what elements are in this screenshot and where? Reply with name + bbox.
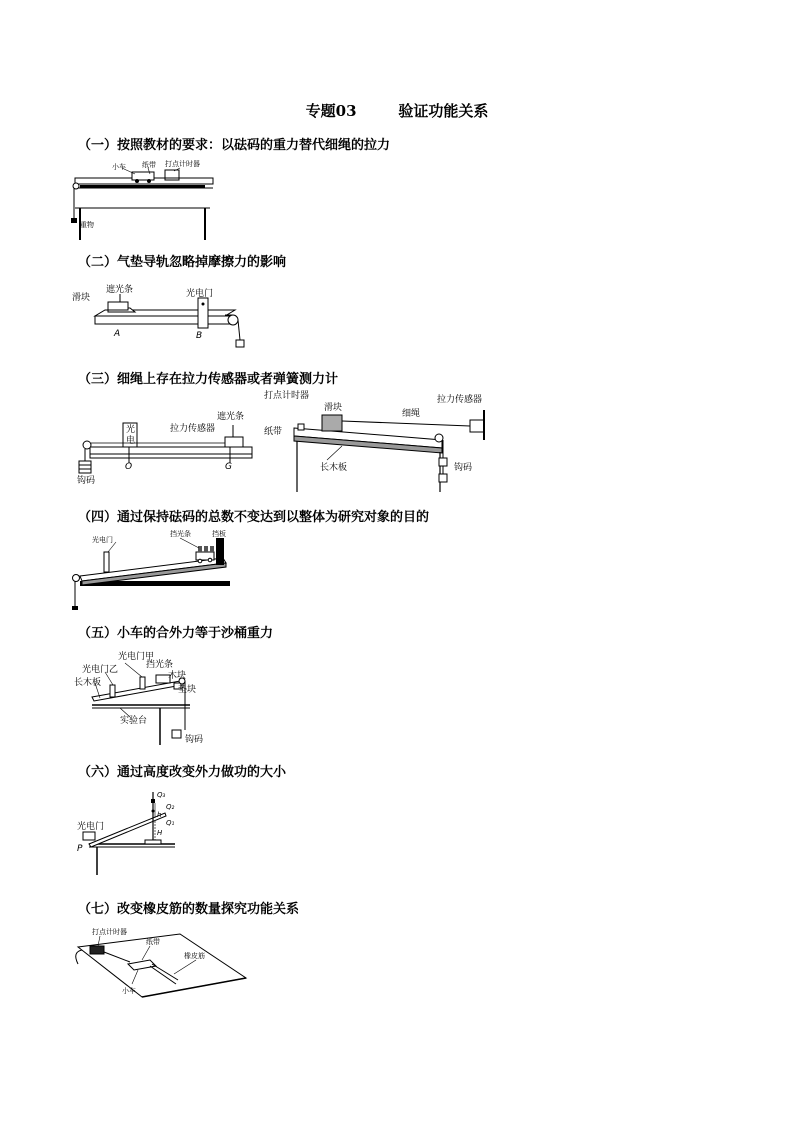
- label-weight: 重物: [80, 221, 94, 229]
- diagram-1-cart-setup: [70, 158, 220, 243]
- diagram-2-air-track: [70, 284, 250, 354]
- diagram-6-height-ramp: [75, 787, 185, 877]
- label-b: B: [196, 331, 203, 341]
- label-q1: Q₁: [166, 819, 175, 827]
- label-q2: Q₂: [166, 803, 175, 811]
- section-3-heading: （三）细绳上存在拉力传感器或者弹簧测力计: [78, 372, 339, 387]
- label-a: A: [114, 329, 121, 339]
- label-gate-bottom: 电: [126, 436, 136, 446]
- label-pad: 垫块: [178, 685, 197, 695]
- section-6-heading: （六）通过高度改变外力做功的大小: [78, 765, 287, 780]
- label-rope: 细绳: [402, 409, 421, 419]
- diagram-7-rubber-band: [70, 922, 250, 1004]
- label-block: 木块: [168, 671, 187, 681]
- label-shade: 挡光条: [170, 530, 191, 538]
- label-sensor: 拉力传感器: [170, 424, 216, 434]
- label-timer: 打点计时器: [92, 928, 127, 936]
- label-tape: 纸带: [146, 938, 160, 946]
- label-board: 长木板: [320, 463, 348, 473]
- label-tape: 纸带: [264, 427, 283, 437]
- label-hook: 钩码: [77, 476, 96, 486]
- section-2-heading: （二）气垫导轨忽略掉摩擦力的影响: [78, 255, 287, 270]
- label-board: 长木板: [74, 678, 102, 688]
- section-4-heading: （四）通过保持砝码的总数不变达到以整体为研究对象的目的: [78, 510, 430, 525]
- label-o: O: [125, 462, 133, 472]
- label-p: P: [77, 844, 83, 854]
- label-table: 实验台: [120, 716, 148, 726]
- label-stop: 挡板: [212, 530, 226, 538]
- label-h-small: h: [157, 811, 162, 819]
- section-7-heading: （七）改变橡皮筋的数量探究功能关系: [78, 902, 300, 917]
- label-sensor: 拉力传感器: [437, 395, 483, 405]
- label-timer: 打点计时器: [264, 391, 310, 401]
- label-g: G: [225, 462, 232, 472]
- label-slider: 滑块: [72, 293, 91, 303]
- label-q3: Q₃: [157, 791, 166, 799]
- label-slider: 滑块: [324, 403, 343, 413]
- diagram-5-cart-incline: [70, 645, 220, 750]
- label-shade: 遮光条: [106, 285, 134, 295]
- label-timer: 打点计时器: [165, 160, 200, 168]
- diagram-3b-inclined-board: [262, 390, 492, 495]
- label-gate: 光电门: [77, 822, 105, 832]
- label-cart: 小车: [112, 163, 126, 171]
- label-band: 橡皮筋: [184, 952, 205, 960]
- diagram-3a-sensor-track: [75, 405, 260, 485]
- label-shade: 挡光条: [146, 660, 174, 670]
- page-title: 专题03 验证功能关系: [305, 102, 489, 120]
- section-1-heading: （一）按照教材的要求：以砝码的重力替代细绳的拉力: [78, 138, 391, 153]
- label-h-big: H: [157, 829, 163, 837]
- label-gate: 光电门: [92, 536, 113, 544]
- label-gate-a: 光电门甲: [118, 652, 155, 662]
- diagram-4-incline-gate: [68, 530, 238, 612]
- section-5-heading: （五）小车的合外力等于沙桶重力: [78, 626, 274, 641]
- label-cart: 小车: [122, 987, 136, 995]
- label-gate: 光电门: [186, 289, 214, 299]
- label-gate-top: 光: [126, 425, 136, 435]
- label-hook: 钩码: [185, 735, 204, 745]
- label-tape: 纸带: [142, 161, 156, 169]
- label-shade: 遮光条: [217, 412, 245, 422]
- label-hook: 钩码: [454, 463, 473, 473]
- label-gate-b: 光电门乙: [82, 665, 119, 675]
